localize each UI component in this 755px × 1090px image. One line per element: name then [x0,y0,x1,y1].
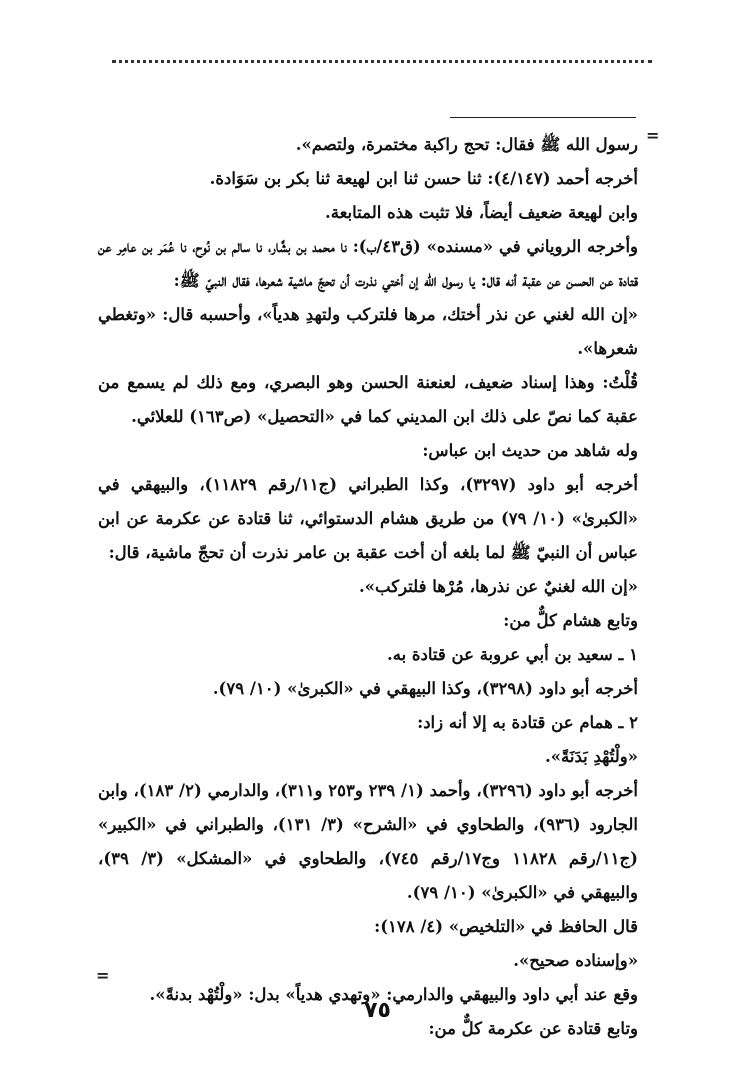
top-dotted-separator [112,60,652,63]
quote-line: «ولْتُهْدِ بَدَنَةً». [544,747,638,766]
footnote-rule [450,117,636,118]
text-line: رسول الله ﷺ فقال: تحج راكبة مختمرة، ولتصم». [295,135,638,154]
footnote-text [98,128,638,1046]
text-line: قال الحافظ في «التلخيص» (٤/ ١٧٨): [374,917,638,936]
text-line: أخرجه أبو داود (٣٢٩٦)، وأحمد (١/ ٢٣٩ و٢٥٣ و٣١١)، والدارمي (٢/ ١٨٣)، وابن الجارود (٩٣٦)، والطحاوي في «الشرح» (٣/ ١٣١)، والطبراني في «الكبير» (ج١١/رقم ١١٨٢٨ وج١٧/رقم ٧٤٥)، والطحاوي في «المشكل» (٣/ ٣٩)، والبيهقي في «الكبرىٰ» (١٠/ ٧٩). [98,781,639,902]
text-line: وأخرجه الروياني في «مسنده» (ق٤٣/ب): نا محمد بن بشَّار، نا سالم بن نُوح، نا عُمَر بن عامِر عن قتادة عن الحسن عن عقبة أنه قال: يا رسول الله إن أختي نذرت أن تحجّ ماشية شعرها، فقال النبيّ ﷺ: [98,237,638,290]
text-line: وله شاهد من حديث ابن عباس: [422,441,638,460]
footnote-continuation-mark-top: = [646,126,660,145]
text-line: أخرجه أبو داود (٣٢٩٨)، وكذا البيهقي في «الكبرىٰ» (١٠/ ٧٩). [212,679,638,698]
list-item: ٢ ـ همام عن قتادة به إلا أنه زاد: [417,713,638,732]
text-line: وقع عند أبي داود والبيهقي والدارمي: «وتهدي هدياً» بدل: «ولْتُهْد بدنةً». [149,985,638,1004]
page-number: ٧٥ [364,998,391,1023]
text-line: أخرجه أبو داود (٣٢٩٧)، وكذا الطبراني (ج١١/رقم ١١٨٢٩)، والبيهقي في «الكبرىٰ» (١٠/ ٧٩) من طريق هشام الدستوائي، ثنا قتادة عن عكرمة عن ابن عباس أن النبيّ ﷺ لما بلغه أن أخت عقبة بن عامر نذرت أن تحجّ ماشية، قال: [98,475,638,562]
text-line: وابن لهيعة ضعيف أيضاً، فلا تثبت هذه المتابعة. [325,203,638,222]
quote-line: «إن الله لغنيٌ عن نذرها، مُرْها فلتركب». [358,577,638,596]
text-line: وتابع هشام كلٌّ من: [503,611,638,630]
list-item: ١ ـ سعيد بن أبي عروبة عن قتادة به. [386,645,638,664]
quote-line: «إن الله لغني عن نذر أختك، مرها فلتركب ولتهدِ هدياً»، وأحسبه قال: «وتغطي شعرها». [98,305,638,358]
quote-line: «وإسناده صحيح». [513,951,638,970]
text-line: وتابع قتادة عن عكرمة كلٌّ من: [428,1019,638,1038]
text-line: قُلْتُ: وهذا إسناد ضعيف، لعنعنة الحسن وهو البصري، ومع ذلك لم يسمع من عقبة كما نصّ على ذلك ابن المديني كما في «التحصيل» (ص١٦٣) للعلائي. [98,373,638,426]
text-line: أخرجه أحمد (٤/١٤٧): ثنا حسن ثنا ابن لهيعة ثنا بكر بن سَوَادة. [209,169,638,188]
footnote-continuation-mark-bottom: = [96,966,110,985]
